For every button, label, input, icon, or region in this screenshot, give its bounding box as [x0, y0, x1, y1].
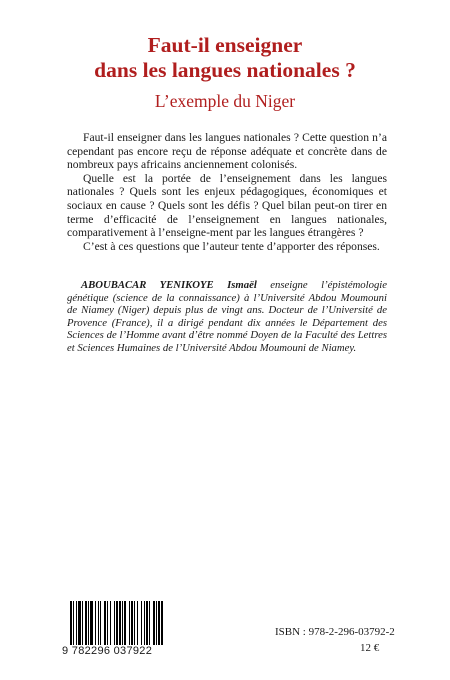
book-subtitle: L’exemple du Niger — [154, 91, 296, 111]
author-bio-paragraph — [67, 279, 387, 354]
summary-paragraph: Quelle est la portée de l’enseignement dans les langues nationales ? Quels sont les enjeux pédagogiques, économiques et sociaux en cause ? Quels sont les défis ? Quel bilan peut-on tirer en terme d’efficacité de l’enseignement en langues nationales, comparativement à l’enseigne-ment par les langues étrangères ? — [67, 171, 387, 240]
barcode-number: 9 782296 037922 — [62, 645, 153, 657]
summary-paragraph: C’est à ces questions que l’auteur tente d’apporter des réponses. — [83, 239, 380, 253]
title-line-2: dans les langues nationales ? — [94, 58, 356, 82]
isbn: ISBN : 978-2-296-03792-2 — [275, 626, 395, 638]
barcode-bars — [70, 601, 182, 645]
title-line-1: Faut-il enseigner — [147, 33, 303, 57]
author-bio — [67, 279, 387, 354]
price: 12 € — [360, 642, 380, 654]
author-bio-text: enseigne l’épistémologie génétique (science de la connaissance) à l’Université Abdou Moumouni de Niamey (Niger) depuis plus de vingt ans. Docteur de l’Université de Provence (France), il a dirigé pendant dix années le Département des Sciences de l’Homme avant d’être nommé Doyen de la Faculté des Lettres et Sciences Humaines de l’Université Abdou Moumouni de Niamey. — [67, 279, 387, 354]
summary-text — [67, 131, 387, 253]
barcode — [62, 601, 187, 661]
summary-paragraph: Faut-il enseigner dans les langues nationales ? Cette question n’a cependant pas encore reçu de réponse adéquate et concrète dans de nombreux pays africains anciennement colonisés. — [67, 131, 387, 172]
author-name: ABOUBACAR YENIKOYE Ismaël — [81, 279, 257, 291]
